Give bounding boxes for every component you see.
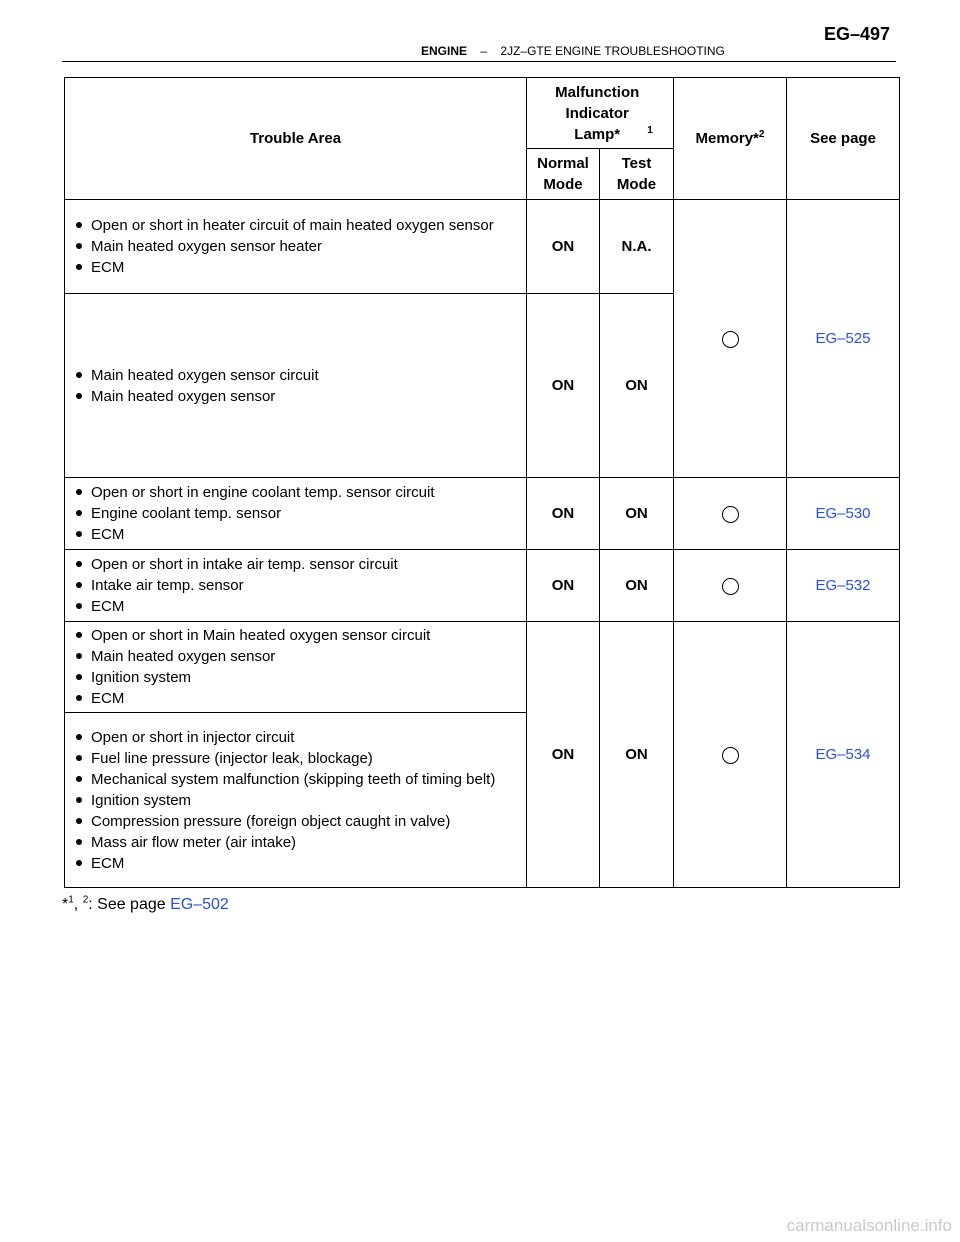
- list-item: ECM: [73, 853, 526, 874]
- header-mil: [527, 78, 674, 149]
- header-trouble-area: Trouble Area: [65, 78, 527, 200]
- list-item: Fuel line pressure (injector leak, blockage): [73, 748, 526, 769]
- circle-icon: [722, 578, 739, 595]
- see-page-cell: [787, 200, 900, 478]
- test-mode-value: ON: [600, 478, 674, 550]
- list-item: Intake air temp. sensor: [73, 575, 526, 596]
- header-memory: [674, 78, 787, 200]
- footnote-sup-2: 2: [82, 894, 89, 906]
- trouble-area-cell: [65, 294, 527, 478]
- footnote: [62, 896, 229, 914]
- circle-icon: [722, 331, 739, 348]
- test-mode-line-1: Test: [621, 155, 652, 172]
- trouble-area-cell: [65, 550, 527, 622]
- normal-mode-line-1: Normal: [537, 155, 589, 172]
- circle-icon: [722, 506, 739, 523]
- footnote-star: *: [62, 896, 69, 913]
- list-item: Open or short in intake air temp. sensor circuit: [73, 554, 526, 575]
- header-see-page: See page: [787, 78, 900, 200]
- list-item: Compression pressure (foreign object caught in valve): [73, 811, 526, 832]
- memory-cell: [674, 550, 787, 622]
- table-row: [65, 550, 900, 622]
- normal-mode-value: ON: [527, 294, 600, 478]
- section-title-bold: ENGINE: [421, 44, 468, 58]
- footnote-comma: ,: [73, 896, 83, 913]
- trouble-area-cell: [65, 478, 527, 550]
- see-page-cell: [787, 478, 900, 550]
- watermark: carmanualsonline.info: [786, 1216, 952, 1235]
- normal-mode-value: ON: [527, 622, 600, 888]
- footnote-link[interactable]: EG–502: [170, 896, 229, 913]
- trouble-area-cell: [65, 713, 527, 888]
- section-separator: –: [480, 44, 488, 58]
- header-memory-text: Memory*: [695, 130, 759, 147]
- table-row: [65, 200, 900, 294]
- list-item: ECM: [73, 524, 526, 545]
- page-number: EG–497: [823, 24, 890, 44]
- normal-mode-value: ON: [527, 550, 600, 622]
- header-test-mode: [600, 149, 674, 200]
- test-mode-line-2: Mode: [616, 176, 657, 193]
- list-item: Open or short in injector circuit: [73, 727, 526, 748]
- list-item: ECM: [73, 688, 526, 709]
- table-row: [65, 478, 900, 550]
- footnote-sup-1: 1: [68, 894, 74, 906]
- list-item: Main heated oxygen sensor circuit: [73, 365, 526, 386]
- see-page-link[interactable]: EG–532: [815, 577, 871, 594]
- list-item: ECM: [73, 596, 526, 617]
- header-mil-text: Malfunction Indicator Lamp*: [555, 83, 640, 143]
- header-memory-sup: 2: [758, 129, 765, 140]
- page-header: [62, 24, 896, 62]
- see-page-cell: [787, 622, 900, 888]
- table-row: [65, 622, 900, 713]
- normal-mode-value: ON: [527, 200, 600, 294]
- list-item: Ignition system: [73, 667, 526, 688]
- header-normal-mode: [527, 149, 600, 200]
- memory-cell: [674, 622, 787, 888]
- trouble-area-cell: [65, 622, 527, 713]
- see-page-cell: [787, 550, 900, 622]
- see-page-link[interactable]: EG–525: [815, 330, 871, 347]
- list-item: Open or short in Main heated oxygen sensor circuit: [73, 625, 526, 646]
- normal-mode-line-2: Mode: [543, 176, 583, 193]
- list-item: Mechanical system malfunction (skipping teeth of timing belt): [73, 769, 526, 790]
- normal-mode-value: ON: [527, 478, 600, 550]
- test-mode-value: ON: [600, 622, 674, 888]
- list-item: Engine coolant temp. sensor: [73, 503, 526, 524]
- test-mode-value: ON: [600, 550, 674, 622]
- list-item: ECM: [73, 257, 526, 278]
- section-title: [421, 44, 725, 58]
- test-mode-value: N.A.: [600, 200, 674, 294]
- list-item: Main heated oxygen sensor: [73, 646, 526, 667]
- circle-icon: [722, 747, 739, 764]
- list-item: Main heated oxygen sensor heater: [73, 236, 526, 257]
- list-item: Ignition system: [73, 790, 526, 811]
- trouble-area-cell: [65, 200, 527, 294]
- header-mil-sup: 1: [647, 124, 653, 136]
- list-item: Open or short in heater circuit of main heated oxygen sensor: [73, 215, 526, 236]
- test-mode-value: ON: [600, 294, 674, 478]
- list-item: Mass air flow meter (air intake): [73, 832, 526, 853]
- list-item: Main heated oxygen sensor: [73, 386, 526, 407]
- see-page-link[interactable]: EG–534: [815, 746, 871, 763]
- footnote-text: : See page: [88, 896, 171, 913]
- trouble-table: [64, 77, 900, 888]
- memory-cell: [674, 478, 787, 550]
- list-item: Open or short in engine coolant temp. sensor circuit: [73, 482, 526, 503]
- see-page-link[interactable]: EG–530: [815, 505, 871, 522]
- section-title-rest: 2JZ–GTE ENGINE TROUBLESHOOTING: [500, 44, 725, 58]
- memory-cell: [674, 200, 787, 478]
